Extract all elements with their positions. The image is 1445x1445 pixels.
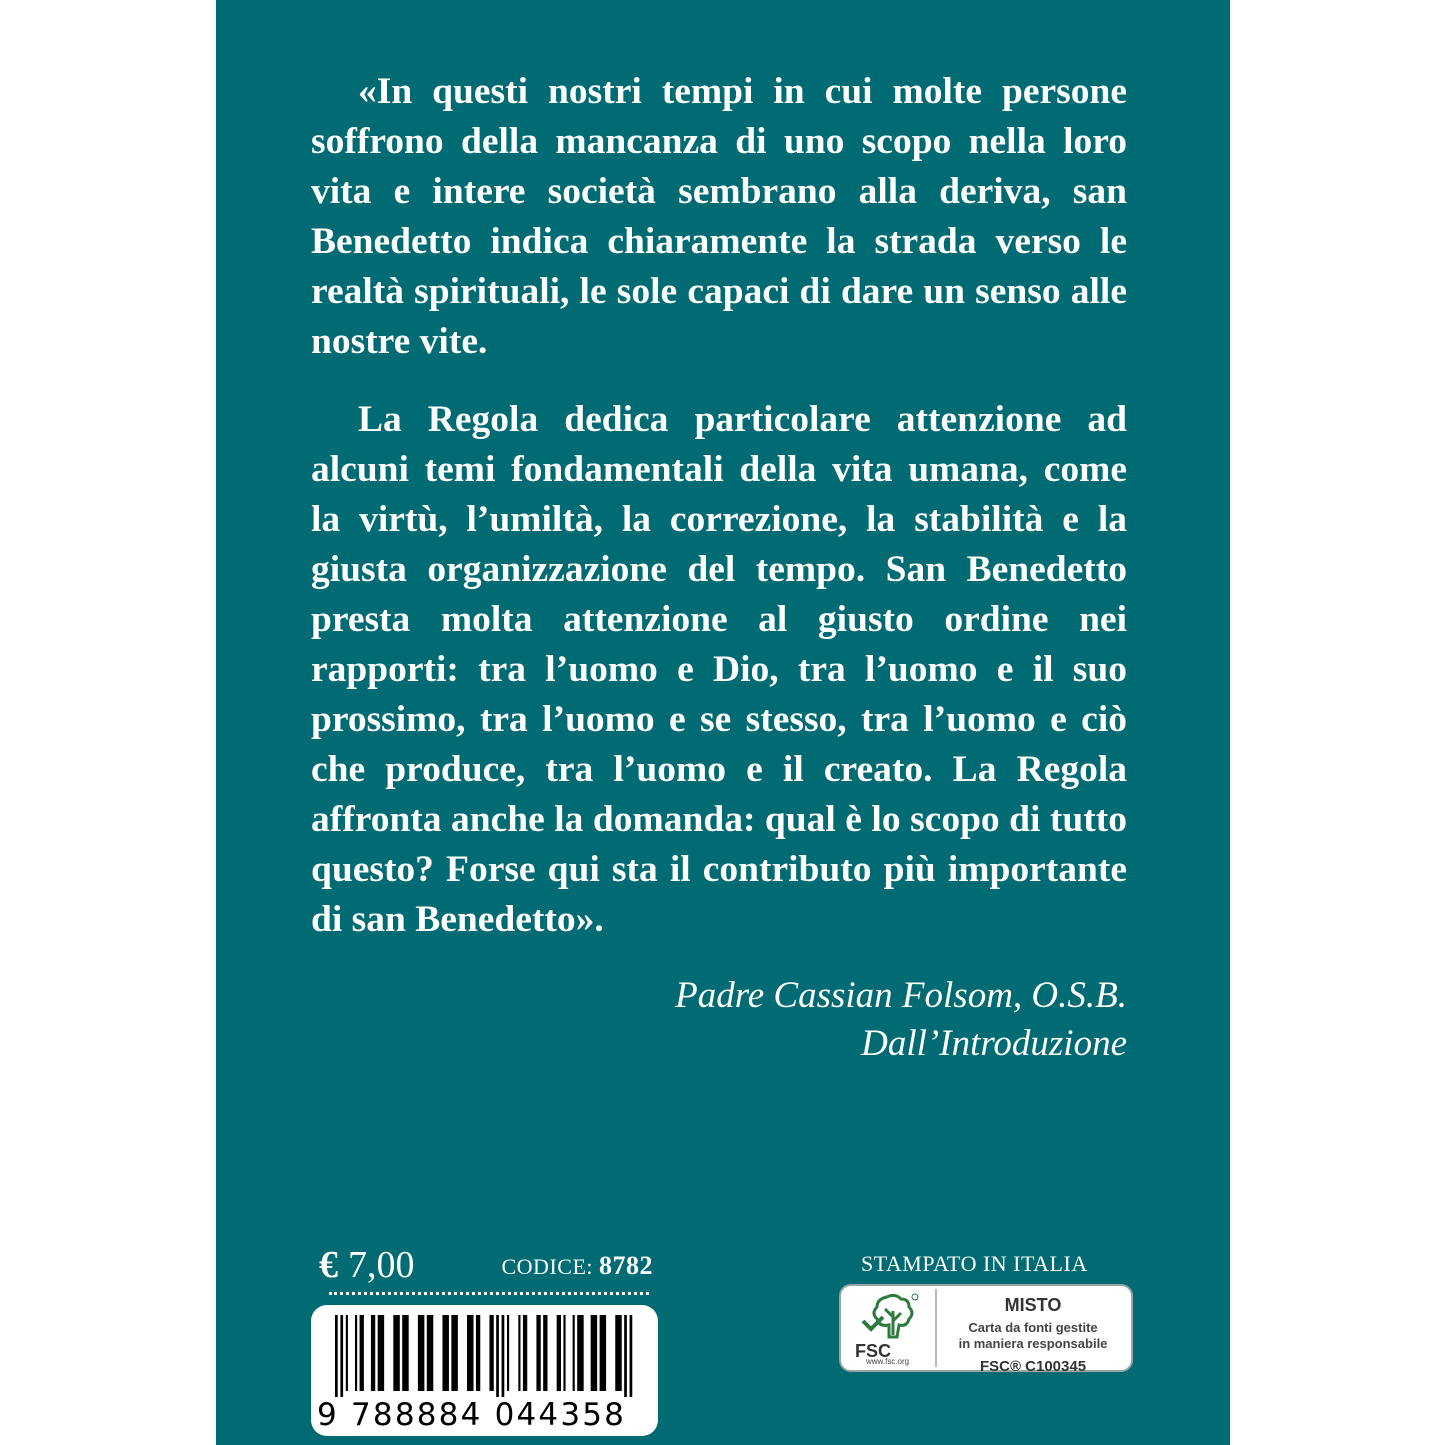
code-label: CODICE: [501, 1254, 593, 1279]
blurb-text [311, 67, 1127, 945]
fsc-description [937, 1320, 1129, 1352]
fsc-category: MISTO [1004, 1295, 1062, 1315]
price [319, 1243, 415, 1287]
signature-source: Dall’Introduzione [861, 1023, 1127, 1064]
fsc-certification [839, 1284, 1133, 1375]
price-row [319, 1243, 653, 1287]
fsc-description-line-2: in maniera responsabile [958, 1336, 1108, 1351]
fsc-logo-text: FSC [855, 1341, 891, 1361]
signature [527, 972, 1127, 1068]
signature-author: Padre Cassian Folsom, O.S.B. [675, 975, 1127, 1016]
blurb-paragraph-2: La Regola dedica particolare attenzione ad alcuni temi fondamentali della vita umana, come la virtù, l’umiltà, la correzione, la stabilità e la giusta organizzazione del tempo. San Benedetto presta molta attenzione al giusto ordine nei rapporti: tra l’uomo e Dio, tra l’uomo e il suo prossimo, tra l’uomo e se stesso, tra l’uomo e ciò che produce, tra l’uomo e il creato. La Regola affronta anche la domanda: qual è lo scopo di tutto questo? Forse qui sta il contributo più importante di san Benedetto». [311, 399, 1127, 940]
code-number: 8782 [599, 1251, 653, 1280]
price-amount: 7,00 [348, 1244, 415, 1286]
barcode-digits: 9 788884 044358 [317, 1397, 627, 1433]
fsc-text [937, 1294, 1129, 1376]
fsc-description-line-1: Carta da fonti gestite [968, 1320, 1098, 1335]
blurb-paragraph-1: «In questi nostri tempi in cui molte persone soffrono della mancanza di uno scopo nella loro vita e intere società sembrano alla deriva, san Benedetto indica chiaramente la strada verso le realtà spirituali, le sole capaci di dare un senso alle nostre vite. [311, 71, 1127, 362]
barcode-label [311, 1305, 658, 1436]
fsc-license: FSC® C100345 [979, 1358, 1087, 1375]
fsc-url: www.fsc.org [866, 1357, 910, 1366]
product-code [502, 1251, 654, 1282]
dotted-divider [329, 1292, 649, 1295]
barcode-icon [335, 1315, 635, 1397]
fsc-logo [845, 1289, 937, 1367]
fsc-tree-icon [857, 1291, 927, 1341]
back-cover [216, 0, 1230, 1445]
printed-in-label: STAMPATO IN ITALIA [861, 1251, 1088, 1276]
price-currency: € [319, 1244, 338, 1286]
